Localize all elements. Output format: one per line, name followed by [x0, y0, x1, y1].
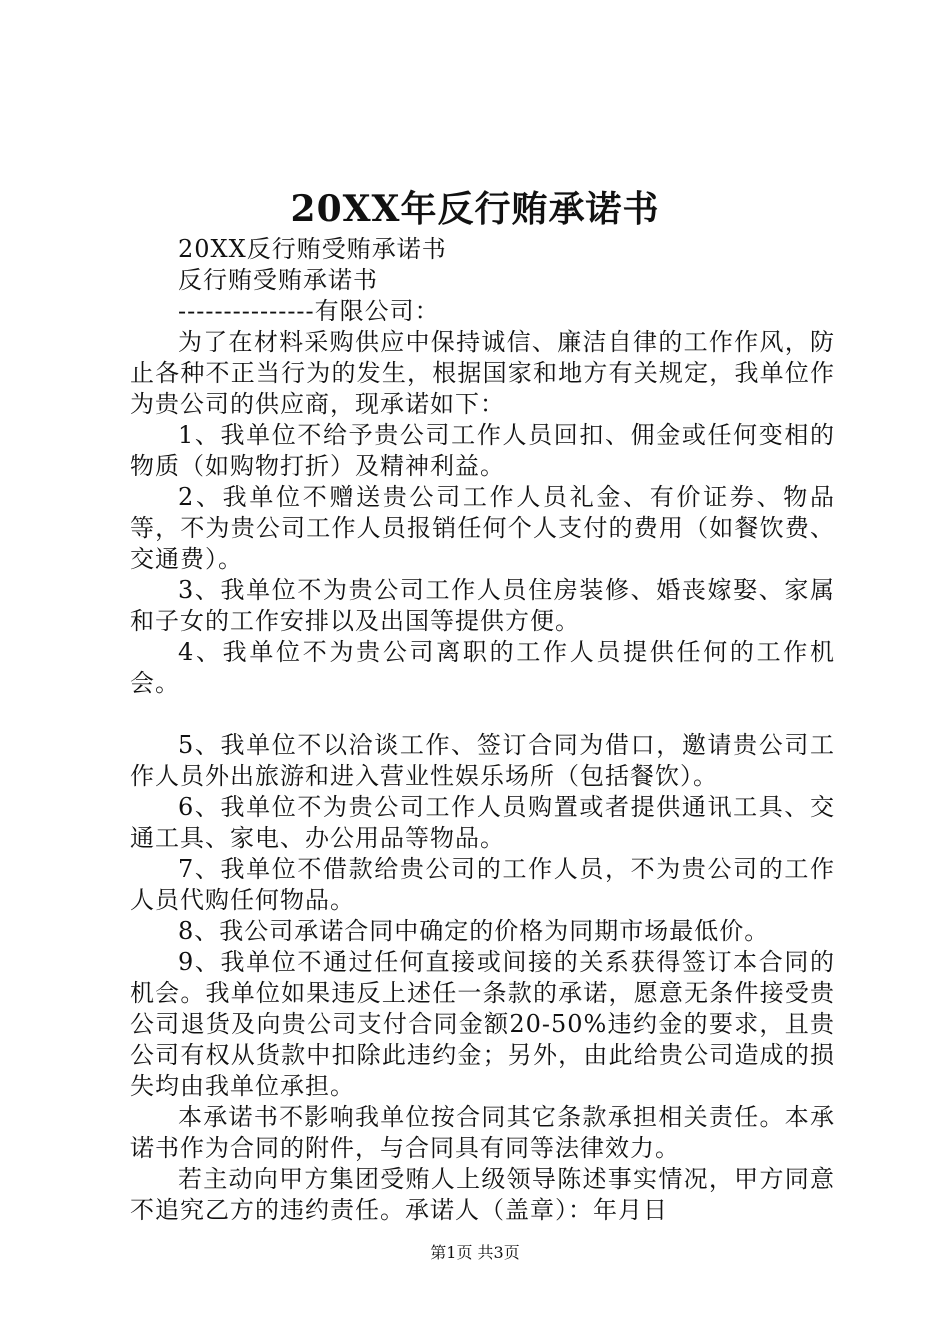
- paragraph-item-1: 1、我单位不给予贵公司工作人员回扣、佣金或任何变相的物质（如购物打折）及精神利益。: [130, 421, 835, 480]
- paragraph-subtitle: 20XX反行贿受贿承诺书: [178, 235, 447, 263]
- paragraph-item-2: 2、我单位不赠送贵公司工作人员礼金、有价证券、物品等，不为贵公司工作人员报销任何个人支付的费用（如餐饮费、交通费）。: [130, 483, 835, 573]
- paragraph-item-5: 5、我单位不以洽谈工作、签订合同为借口，邀请贵公司工作人员外出旅游和进入营业性娱乐场所（包括餐饮）。: [130, 731, 835, 790]
- paragraph-item-6: 6、我单位不为贵公司工作人员购置或者提供通讯工具、交通工具、家电、办公用品等物品。: [130, 793, 835, 852]
- paragraph-item-9: 9、我单位不通过任何直接或间接的关系获得签订本合同的机会。我单位如果违反上述任一条款的承诺，愿意无条件接受贵公司退货及向贵公司支付合同金额20-50%违约金的要求，且贵公司有权从货款中扣除此违约金；另外，由此给贵公司造成的损失均由我单位承担。: [130, 948, 835, 1100]
- paragraph-signature: 若主动向甲方集团受贿人上级领导陈述事实情况，甲方同意不追究乙方的违约责任。承诺人（盖章）：年月日: [130, 1165, 835, 1224]
- paragraph-item-3: 3、我单位不为贵公司工作人员住房装修、婚丧嫁娶、家属和子女的工作安排以及出国等提供方便。: [130, 576, 835, 635]
- document-title: 20XX年反行贿承诺书: [290, 188, 660, 230]
- paragraph-intro: 为了在材料采购供应中保持诚信、廉洁自律的工作作风，防止各种不正当行为的发生，根据国家和地方有关规定，我单位作为贵公司的供应商，现承诺如下：: [130, 328, 835, 418]
- paragraph-item-8: 8、我公司承诺合同中确定的价格为同期市场最低价。: [178, 917, 770, 945]
- paragraph-addressee: ---------------有限公司：: [178, 297, 440, 325]
- paragraph-item-7: 7、我单位不借款给贵公司的工作人员，不为贵公司的工作人员代购任何物品。: [130, 855, 835, 914]
- paragraph-effect: 本承诺书不影响我单位按合同其它条款承担相关责任。本承诺书作为合同的附件，与合同具有同等法律效力。: [130, 1103, 835, 1162]
- paragraph-item-4: 4、我单位不为贵公司离职的工作人员提供任何的工作机会。: [130, 638, 835, 697]
- paragraph-subtitle-2: 反行贿受贿承诺书: [178, 266, 378, 294]
- document-body: [130, 234, 835, 1226]
- paragraph-spacer: [130, 699, 835, 730]
- page-number: 第1页 共3页: [430, 1243, 520, 1262]
